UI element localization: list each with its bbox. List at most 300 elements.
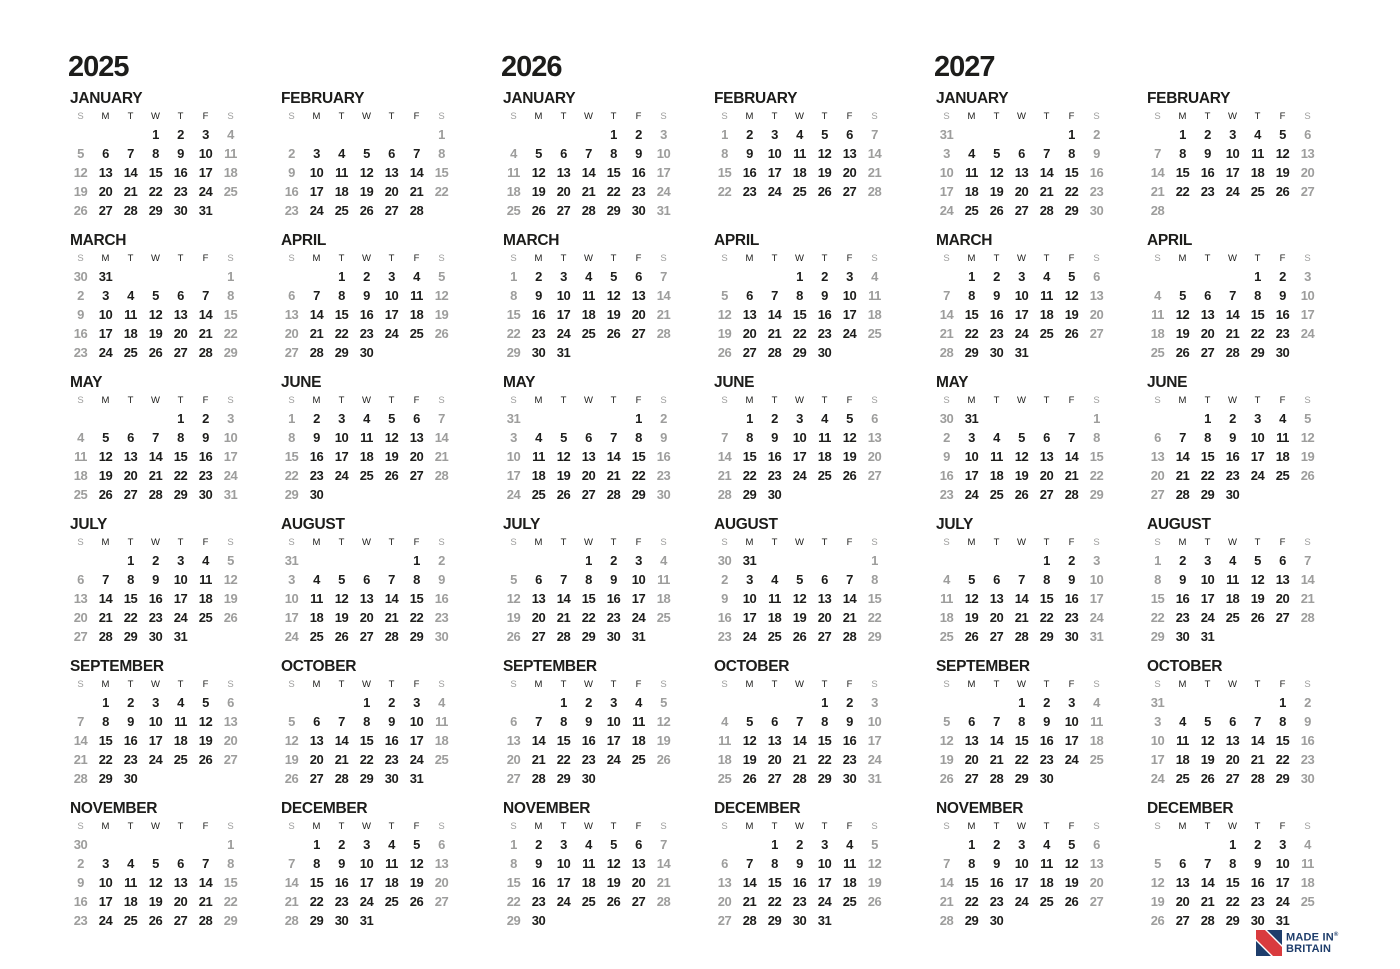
date-cell: 7 — [771, 288, 778, 303]
date-cell: 23 — [792, 894, 807, 909]
date-cell: 16 — [1250, 875, 1265, 890]
weekday-letter: F — [202, 111, 209, 122]
date-cell: 17 — [148, 733, 163, 748]
date-cell: 22 — [1275, 752, 1290, 767]
date-cell: 31 — [556, 345, 571, 360]
date-cell: 23 — [73, 345, 88, 360]
month-grid — [279, 819, 454, 930]
month-title: DECEMBER — [1147, 800, 1234, 817]
date-cell: 9 — [1093, 146, 1100, 161]
date-cell: 1 — [560, 695, 567, 710]
weekday-letter: T — [388, 537, 395, 548]
date-cell: 8 — [227, 288, 234, 303]
date-cell: 2 — [77, 288, 84, 303]
date-cell: 2 — [721, 572, 728, 587]
date-cell: 13 — [631, 856, 646, 871]
date-cell: 1 — [1068, 127, 1075, 142]
month-title: AUGUST — [281, 516, 345, 533]
date-cell: 30 — [384, 771, 399, 786]
weekday-letter: F — [202, 253, 209, 264]
date-cell: 25 — [123, 913, 138, 928]
empty-cell — [712, 835, 737, 854]
date-cell: 9 — [535, 856, 542, 871]
empty-cell — [551, 911, 576, 930]
empty-cell — [601, 409, 626, 428]
weekday-letter: F — [635, 395, 642, 406]
date-cell: 19 — [1014, 468, 1029, 483]
date-cell: 31 — [1200, 629, 1215, 644]
date-cell: 17 — [173, 591, 188, 606]
date-cell: 1 — [438, 127, 445, 142]
weekday-letter: S — [1093, 679, 1100, 690]
date-cell: 22 — [631, 468, 646, 483]
date-cell: 13 — [1014, 165, 1029, 180]
date-cell: 1 — [1018, 695, 1025, 710]
date-cell: 18 — [631, 733, 646, 748]
date-cell: 14 — [606, 449, 621, 464]
date-cell: 4 — [338, 146, 345, 161]
empty-cell — [1145, 267, 1170, 286]
empty-cell — [934, 551, 959, 570]
date-cell: 25 — [581, 326, 596, 341]
date-cell: 26 — [73, 203, 88, 218]
date-cell: 7 — [560, 572, 567, 587]
date-cell: 8 — [1279, 714, 1286, 729]
date-cell: 10 — [409, 714, 424, 729]
weekday-letter: S — [660, 395, 667, 406]
date-cell: 29 — [767, 913, 782, 928]
date-cell: 10 — [506, 449, 521, 464]
month-april-2027 — [1145, 232, 1320, 363]
weekday-letter: T — [127, 253, 134, 264]
date-cell: 31 — [409, 771, 424, 786]
date-cell: 27 — [223, 752, 238, 767]
date-cell: 16 — [123, 733, 138, 748]
empty-cell — [787, 485, 812, 504]
empty-cell — [1170, 201, 1195, 220]
month-april-2026 — [712, 232, 887, 363]
date-cell: 27 — [767, 771, 782, 786]
empty-cell — [193, 267, 218, 286]
weekday-letter: T — [388, 821, 395, 832]
empty-cell — [1059, 911, 1084, 930]
date-cell: 5 — [1068, 837, 1075, 852]
weekday-letter: M — [745, 821, 754, 832]
empty-cell — [984, 125, 1009, 144]
month-title: NOVEMBER — [503, 800, 591, 817]
empty-cell — [1295, 343, 1320, 362]
date-cell: 2 — [635, 127, 642, 142]
date-cell: 7 — [1204, 856, 1211, 871]
date-cell: 16 — [717, 610, 732, 625]
weekday-letter: T — [127, 679, 134, 690]
date-cell: 27 — [359, 629, 374, 644]
date-cell: 30 — [842, 771, 857, 786]
date-cell: 18 — [964, 184, 979, 199]
date-cell: 2 — [177, 127, 184, 142]
weekday-letter: W — [1228, 821, 1237, 832]
date-cell: 27 — [1175, 913, 1190, 928]
date-cell: 18 — [817, 449, 832, 464]
year-section-2025 — [68, 52, 454, 931]
date-cell: 2 — [202, 411, 209, 426]
date-cell: 15 — [1014, 733, 1029, 748]
date-cell: 17 — [1014, 875, 1029, 890]
date-cell: 15 — [556, 733, 571, 748]
date-cell: 7 — [535, 714, 542, 729]
weekday-letter: W — [795, 537, 804, 548]
date-cell: 16 — [284, 184, 299, 199]
weekday-letter: F — [846, 537, 853, 548]
month-june-2027 — [1145, 374, 1320, 505]
date-cell: 13 — [1300, 146, 1315, 161]
date-cell: 19 — [198, 733, 213, 748]
empty-cell — [812, 201, 837, 220]
date-cell: 27 — [123, 487, 138, 502]
date-cell: 18 — [1150, 326, 1165, 341]
date-cell: 22 — [506, 326, 521, 341]
weekday-letter: S — [77, 679, 84, 690]
date-cell: 3 — [1093, 553, 1100, 568]
date-cell: 30 — [1039, 771, 1054, 786]
month-title: MAY — [936, 374, 969, 391]
date-cell: 20 — [556, 184, 571, 199]
date-cell: 21 — [767, 326, 782, 341]
weekday-letter: F — [413, 679, 420, 690]
date-cell: 17 — [939, 184, 954, 199]
date-cell: 15 — [409, 591, 424, 606]
empty-cell — [429, 201, 454, 220]
empty-cell — [762, 693, 787, 712]
date-cell: 11 — [360, 430, 373, 445]
empty-cell — [737, 267, 762, 286]
empty-cell — [651, 911, 676, 930]
date-cell: 26 — [1064, 326, 1079, 341]
date-cell: 27 — [173, 345, 188, 360]
month-september-2025 — [68, 658, 243, 789]
date-cell: 25 — [767, 629, 782, 644]
empty-cell — [837, 343, 862, 362]
empty-cell — [526, 693, 551, 712]
weekday-letter: S — [227, 537, 234, 548]
weekday-letter: T — [771, 395, 778, 406]
empty-cell — [651, 627, 676, 646]
date-cell: 7 — [313, 288, 320, 303]
date-cell: 25 — [1150, 345, 1165, 360]
empty-cell — [429, 769, 454, 788]
empty-cell — [68, 125, 93, 144]
date-cell: 28 — [384, 629, 399, 644]
date-cell: 14 — [767, 307, 782, 322]
date-cell: 21 — [198, 894, 213, 909]
date-cell: 26 — [556, 487, 571, 502]
date-cell: 28 — [581, 203, 596, 218]
month-title: MAY — [503, 374, 536, 391]
date-cell: 18 — [1225, 591, 1240, 606]
empty-cell — [762, 267, 787, 286]
date-cell: 22 — [1225, 894, 1240, 909]
date-cell: 1 — [227, 269, 234, 284]
weekday-letter: M — [101, 111, 110, 122]
logo-made-in-text: MADE IN® — [1286, 931, 1339, 944]
date-cell: 11 — [507, 165, 520, 180]
weekday-letter: S — [227, 253, 234, 264]
month-grid — [1145, 535, 1320, 646]
date-cell: 13 — [531, 591, 546, 606]
weekday-letter: T — [993, 537, 1000, 548]
date-cell: 24 — [284, 629, 299, 644]
date-cell: 11 — [1176, 733, 1189, 748]
weekday-letter: S — [1154, 395, 1161, 406]
date-cell: 9 — [388, 714, 395, 729]
weekday-letter: M — [312, 821, 321, 832]
date-cell: 18 — [384, 875, 399, 890]
date-cell: 2 — [313, 411, 320, 426]
date-cell: 2 — [127, 695, 134, 710]
weekday-letter: F — [413, 821, 420, 832]
month-grid — [68, 535, 243, 646]
weekday-letter: S — [438, 679, 445, 690]
weekday-letter: F — [413, 395, 420, 406]
date-cell: 2 — [943, 430, 950, 445]
date-cell: 22 — [556, 752, 571, 767]
weekday-letter: S — [943, 679, 950, 690]
date-cell: 26 — [506, 629, 521, 644]
date-cell: 30 — [1275, 345, 1290, 360]
date-cell: 15 — [123, 591, 138, 606]
month-november-2027 — [934, 800, 1109, 931]
date-cell: 26 — [792, 629, 807, 644]
date-cell: 27 — [1039, 487, 1054, 502]
weekday-letter: T — [338, 395, 345, 406]
weekday-letter: S — [943, 821, 950, 832]
date-cell: 8 — [1093, 430, 1100, 445]
date-cell: 26 — [1014, 487, 1029, 502]
empty-cell — [526, 551, 551, 570]
date-cell: 6 — [227, 695, 234, 710]
date-cell: 4 — [585, 269, 592, 284]
date-cell: 14 — [717, 449, 732, 464]
weekday-letter: M — [312, 111, 321, 122]
date-cell: 26 — [409, 894, 424, 909]
weekday-letter: S — [1093, 395, 1100, 406]
weekday-letter: F — [635, 253, 642, 264]
date-cell: 6 — [77, 572, 84, 587]
month-january-2027 — [934, 90, 1109, 221]
empty-cell — [1270, 627, 1295, 646]
date-cell: 19 — [434, 307, 449, 322]
date-cell: 12 — [717, 307, 732, 322]
empty-cell — [279, 125, 304, 144]
date-cell: 12 — [1300, 430, 1315, 445]
date-cell: 25 — [531, 487, 546, 502]
date-cell: 22 — [1039, 610, 1054, 625]
month-grid — [1145, 251, 1320, 362]
date-cell: 7 — [388, 572, 395, 587]
date-cell: 29 — [581, 629, 596, 644]
month-title: JANUARY — [503, 90, 576, 107]
date-cell: 4 — [177, 695, 184, 710]
empty-cell — [1270, 201, 1295, 220]
date-cell: 18 — [581, 875, 596, 890]
weekday-letter: S — [288, 253, 295, 264]
date-cell: 14 — [1300, 572, 1315, 587]
date-cell: 5 — [968, 572, 975, 587]
date-cell: 6 — [585, 430, 592, 445]
date-cell: 28 — [1175, 487, 1190, 502]
date-cell: 10 — [556, 856, 571, 871]
empty-cell — [304, 125, 329, 144]
date-cell: 20 — [531, 610, 546, 625]
empty-cell — [551, 125, 576, 144]
date-cell: 23 — [989, 326, 1004, 341]
date-cell: 28 — [148, 487, 163, 502]
date-cell: 22 — [817, 752, 832, 767]
date-cell: 12 — [792, 591, 807, 606]
date-cell: 4 — [1043, 269, 1050, 284]
weekday-letter: S — [288, 111, 295, 122]
weekday-letter: S — [871, 821, 878, 832]
month-title: SEPTEMBER — [936, 658, 1030, 675]
date-cell: 28 — [334, 771, 349, 786]
date-cell: 5 — [660, 695, 667, 710]
weekday-letter: F — [413, 253, 420, 264]
date-cell: 19 — [506, 610, 521, 625]
date-cell: 13 — [742, 307, 757, 322]
date-cell: 24 — [334, 468, 349, 483]
date-cell: 5 — [560, 430, 567, 445]
date-cell: 12 — [1064, 856, 1079, 871]
date-cell: 2 — [1179, 553, 1186, 568]
date-cell: 10 — [1014, 288, 1029, 303]
weekday-letter: T — [771, 821, 778, 832]
date-cell: 26 — [1200, 771, 1215, 786]
date-cell: 3 — [1068, 695, 1075, 710]
month-grid — [712, 393, 887, 504]
weekday-letter: S — [721, 253, 728, 264]
date-cell: 3 — [177, 553, 184, 568]
date-cell: 18 — [334, 184, 349, 199]
date-cell: 6 — [1179, 856, 1186, 871]
date-cell: 31 — [817, 913, 832, 928]
date-cell: 11 — [1251, 146, 1264, 161]
date-cell: 7 — [1068, 430, 1075, 445]
date-cell: 20 — [631, 875, 646, 890]
empty-cell — [93, 125, 118, 144]
date-cell: 1 — [1179, 127, 1186, 142]
date-cell: 20 — [1200, 326, 1215, 341]
date-cell: 20 — [98, 184, 113, 199]
date-cell: 18 — [656, 591, 671, 606]
date-cell: 28 — [989, 771, 1004, 786]
empty-cell — [329, 485, 354, 504]
date-cell: 18 — [531, 468, 546, 483]
date-cell: 23 — [1275, 326, 1290, 341]
month-title: JULY — [503, 516, 540, 533]
weekday-letter: F — [846, 111, 853, 122]
date-cell: 6 — [846, 127, 853, 142]
weekday-letter: S — [660, 679, 667, 690]
date-cell: 24 — [964, 487, 979, 502]
month-grid — [68, 109, 243, 220]
empty-cell — [143, 409, 168, 428]
empty-cell — [218, 769, 243, 788]
month-title: APRIL — [1147, 232, 1193, 249]
empty-cell — [837, 551, 862, 570]
weekday-letter: T — [560, 111, 567, 122]
weekday-letter: W — [1017, 537, 1026, 548]
date-cell: 14 — [148, 449, 163, 464]
weekday-letter: T — [338, 679, 345, 690]
date-cell: 1 — [721, 127, 728, 142]
date-cell: 15 — [1064, 165, 1079, 180]
date-cell: 4 — [413, 269, 420, 284]
date-cell: 17 — [1089, 591, 1104, 606]
month-grid — [712, 677, 887, 788]
date-cell: 19 — [359, 184, 374, 199]
date-cell: 8 — [1068, 146, 1075, 161]
date-cell: 13 — [384, 165, 399, 180]
date-cell: 3 — [635, 553, 642, 568]
date-cell: 6 — [363, 572, 370, 587]
date-cell: 15 — [792, 307, 807, 322]
weekday-letter: S — [227, 821, 234, 832]
date-cell: 18 — [867, 307, 882, 322]
date-cell: 5 — [610, 837, 617, 852]
empty-cell — [1220, 693, 1245, 712]
date-cell: 23 — [817, 326, 832, 341]
date-cell: 9 — [721, 591, 728, 606]
date-cell: 31 — [506, 411, 521, 426]
month-grid — [501, 109, 676, 220]
date-cell: 30 — [656, 487, 671, 502]
month-grid — [68, 393, 243, 504]
date-cell: 16 — [767, 449, 782, 464]
date-cell: 12 — [148, 875, 163, 890]
month-october-2027 — [1145, 658, 1320, 789]
date-cell: 29 — [964, 345, 979, 360]
weekday-letter: T — [1254, 679, 1261, 690]
date-cell: 12 — [656, 714, 671, 729]
date-cell: 18 — [123, 326, 138, 341]
date-cell: 9 — [660, 430, 667, 445]
date-cell: 9 — [1204, 146, 1211, 161]
date-cell: 19 — [98, 468, 113, 483]
date-cell: 2 — [1093, 127, 1100, 142]
date-cell: 12 — [1014, 449, 1029, 464]
date-cell: 5 — [102, 430, 109, 445]
date-cell: 1 — [1154, 553, 1161, 568]
date-cell: 1 — [227, 837, 234, 852]
weekday-letter: M — [1178, 111, 1187, 122]
date-cell: 6 — [510, 714, 517, 729]
date-cell: 13 — [1275, 572, 1290, 587]
date-cell: 17 — [1300, 307, 1315, 322]
date-cell: 21 — [284, 894, 299, 909]
month-may-2026 — [501, 374, 676, 505]
date-cell: 9 — [1229, 430, 1236, 445]
date-cell: 2 — [438, 553, 445, 568]
date-cell: 3 — [1304, 269, 1311, 284]
month-grid — [934, 535, 1109, 646]
date-cell: 24 — [98, 345, 113, 360]
date-cell: 7 — [846, 572, 853, 587]
date-cell: 17 — [1275, 875, 1290, 890]
weekday-letter: T — [177, 253, 184, 264]
date-cell: 8 — [1154, 572, 1161, 587]
date-cell: 30 — [631, 203, 646, 218]
date-cell: 22 — [334, 326, 349, 341]
